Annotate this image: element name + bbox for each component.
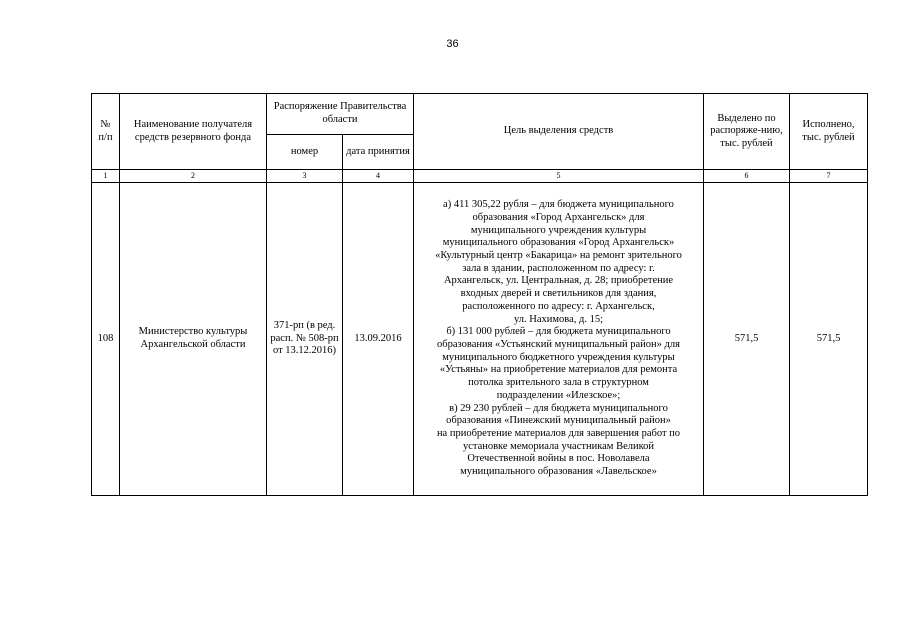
purpose-line: «Устьяны» на приобретение материалов для ремонта [439, 364, 678, 376]
table-row [92, 183, 868, 496]
header-order-group: Распоряжение Правительства области [267, 94, 414, 135]
header-executed: Исполнено, тыс. рублей [790, 94, 868, 170]
row-recipient: Министерство культуры Архангельской области [120, 183, 267, 496]
row-allocated: 571,5 [704, 183, 790, 496]
column-number: 1 [92, 170, 120, 183]
purpose-line: образования «Устьянский муниципальный район» для [437, 339, 680, 350]
purpose-line: ул. Нахимова, д. 15; [513, 313, 604, 325]
column-number: 5 [414, 170, 704, 183]
header-order-number: номер [267, 135, 343, 170]
purpose-line: установке мемориала участникам Великой [462, 440, 655, 452]
column-number: 6 [704, 170, 790, 183]
purpose-line: муниципального учреждения культуры [470, 224, 647, 236]
column-number: 3 [267, 170, 343, 183]
purpose-line: расположенного по адресу: г. Архангельск, [462, 300, 655, 312]
row-order-number: 371-рп (в ред. расп. № 508-рп от 13.12.2016) [267, 183, 343, 496]
purpose-line: муниципального образования «Город Архангельск» [442, 237, 675, 249]
purpose-line: а) 411 305,22 рубля – для бюджета муниципального [443, 199, 674, 211]
purpose-line: Отечественной войны в пос. Новолавела [467, 453, 650, 465]
header-num: № п/п [92, 94, 120, 170]
purpose-line: входных дверей и светильников для здания, [460, 288, 657, 300]
row-order-date: 13.09.2016 [343, 183, 414, 496]
purpose-line: образования «Город Архангельск» для [472, 211, 645, 223]
purpose-line: зала в здании, расположенном по адресу: г. [462, 262, 655, 274]
row-num: 108 [92, 183, 120, 496]
purpose-line: потолка зрительного зала в структурном [468, 377, 649, 389]
row-executed: 571,5 [790, 183, 868, 496]
purpose-line: «Культурный центр «Бакарица» на ремонт зрительного [435, 250, 682, 262]
header-order-date: дата принятия [343, 135, 414, 170]
purpose-line: муниципального бюджетного учреждения культуры [442, 351, 675, 363]
header-purpose: Цель выделения средств [414, 94, 704, 170]
page-number: 36 [446, 38, 459, 50]
column-number: 4 [343, 170, 414, 183]
purpose-line: муниципального образования «Лавельское» [460, 466, 657, 478]
header-allocated: Выделено по распоряже-нию, тыс. рублей [704, 94, 790, 170]
purpose-line: образования «Пинежский муниципальный район» [446, 415, 671, 427]
column-number-row [92, 170, 868, 183]
reserve-fund-table [91, 93, 868, 496]
purpose-line: на приобретение материалов для завершения работ по [436, 427, 681, 439]
row-purpose [414, 183, 704, 496]
purpose-line: подразделении «Илезское»; [496, 389, 621, 401]
purpose-line: б) 131 000 рублей – для бюджета муниципального [446, 326, 671, 338]
column-number: 7 [790, 170, 868, 183]
header-recipient: Наименование получателя средств резервного фонда [120, 94, 267, 170]
column-number: 2 [120, 170, 267, 183]
purpose-line: Архангельск, ул. Центральная, д. 28; приобретение [443, 275, 674, 287]
purpose-line: в) 29 230 рублей – для бюджета муниципального [449, 402, 668, 414]
